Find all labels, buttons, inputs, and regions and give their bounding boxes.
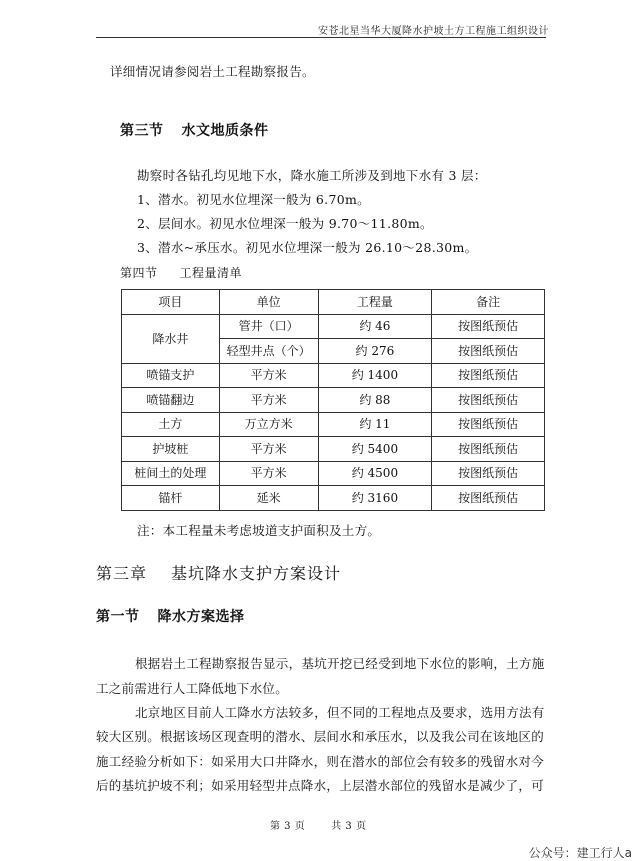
- list-item: 2、层间水。初见水位埋深一般为 9.70～11.80m。: [137, 216, 433, 231]
- section-title: 工程量清单: [179, 266, 243, 280]
- table-cell-unit: 平方米: [219, 437, 318, 462]
- table-cell-note: 按图纸预估: [432, 388, 545, 413]
- table-cell-item: 锚杆: [122, 486, 220, 511]
- table-cell-qty: 约 1400: [318, 363, 432, 388]
- body-line: 施工经验分析如下：如采用大口井降水，则在潜水的部位会有较多的残留水对今: [96, 754, 545, 769]
- page-header-title: 安苍北星当华大厦降水护坡土方工程施工组织设计: [318, 26, 549, 37]
- table-note: 注：本工程量未考虑坡道支护面积及土方。: [137, 523, 381, 538]
- page-total: 共 3 页: [331, 821, 367, 832]
- table-cell-qty: 约 3160: [318, 486, 432, 511]
- column-header: 备注: [432, 290, 545, 315]
- table-cell-item: 护坡桩: [122, 437, 220, 462]
- table-cell-qty: 约 11: [318, 412, 432, 437]
- table-cell-unit: 管井（口）: [219, 314, 318, 339]
- section-number: 第三节: [120, 123, 164, 139]
- table-cell-unit: 平方米: [219, 461, 318, 486]
- table-cell-note: 按图纸预估: [432, 412, 545, 437]
- table-cell-unit: 平方米: [219, 363, 318, 388]
- table-row: [122, 388, 545, 413]
- table-header-row: [122, 290, 545, 315]
- column-header: 单位: [219, 290, 318, 315]
- table-cell-note: 按图纸预估: [432, 486, 545, 511]
- table-cell-qty: 约 46: [318, 314, 432, 339]
- table-cell-unit: 延米: [219, 486, 318, 511]
- intro-line: 详细情况请参阅岩土工程勘察报告。: [110, 64, 315, 79]
- page-number: 第 3 页: [270, 821, 306, 832]
- body-line: 后的基坑护坡不利；如采用轻型井点降水，上层潜水部位的残留水是减少了，可: [96, 778, 545, 793]
- hydro-paragraph: 勘察时各钻孔均见地下水，降水施工所涉及到地下水有 3 层：: [137, 168, 487, 183]
- table-cell-item: 土方: [122, 412, 220, 437]
- table-row: [122, 412, 545, 437]
- table-cell-item: 喷锚翻边: [122, 388, 220, 413]
- table-row: [122, 363, 545, 388]
- section-number: 第一节: [96, 609, 140, 625]
- page-footer: [270, 817, 366, 832]
- section-number: 第四节: [120, 266, 158, 280]
- section-heading-hydrogeology: [120, 120, 269, 140]
- table-cell-unit: 平方米: [219, 388, 318, 413]
- body-line: 北京地区目前人工降水方法较多，但不同的工程地点及要求，选用方法有: [135, 705, 545, 720]
- header-rule: [96, 37, 546, 38]
- table-cell-note: 按图纸预估: [432, 461, 545, 486]
- table-cell-note: 按图纸预估: [432, 437, 545, 462]
- column-header: 工程量: [318, 290, 432, 315]
- quantity-table: [121, 289, 545, 511]
- column-header: 项目: [122, 290, 220, 315]
- table-cell-item: 桩间土的处理: [122, 461, 220, 486]
- chapter-title: 基坑降水支护方案设计: [171, 564, 342, 583]
- table-row: [122, 461, 545, 486]
- table-cell-unit: 轻型井点（个）: [219, 339, 318, 364]
- chapter-number: 第三章: [96, 564, 148, 583]
- section-heading-quantities: [120, 264, 242, 281]
- section-title: 降水方案选择: [157, 609, 245, 625]
- section-heading-dewatering: [96, 606, 245, 626]
- table-cell-item: 喷锚支护: [122, 363, 220, 388]
- body-line: 较大区别。根据该场区现查明的潜水、层间水和承压水，以及我公司在该地区的: [96, 729, 545, 744]
- list-item: 3、潜水~承压水。初见水位埋深一般为 26.10～28.30m。: [137, 240, 478, 255]
- table-cell-note: 按图纸预估: [432, 314, 545, 339]
- watermark-text: 公众号：建工行人a: [528, 846, 632, 860]
- table-cell-qty: 约 88: [318, 388, 432, 413]
- table-row: [122, 437, 545, 462]
- list-item: 1、潜水。初见水位埋深一般为 6.70m。: [137, 192, 370, 207]
- body-line: 根据岩土工程勘察报告显示，基坑开挖已经受到地下水位的影响，土方施: [135, 656, 545, 671]
- table-cell-item: 降水井: [122, 314, 220, 363]
- chapter-heading: [96, 561, 341, 584]
- table-row: [122, 314, 545, 339]
- table-cell-note: 按图纸预估: [432, 363, 545, 388]
- table-cell-qty: 约 276: [318, 339, 432, 364]
- table-row: [122, 486, 545, 511]
- table-cell-qty: 约 5400: [318, 437, 432, 462]
- body-line: 工之前需进行人工降低地下水位。: [96, 681, 289, 696]
- section-title: 水文地质条件: [181, 123, 269, 139]
- table-cell-note: 按图纸预估: [432, 339, 545, 364]
- table-cell-unit: 万立方米: [219, 412, 318, 437]
- table-cell-qty: 约 4500: [318, 461, 432, 486]
